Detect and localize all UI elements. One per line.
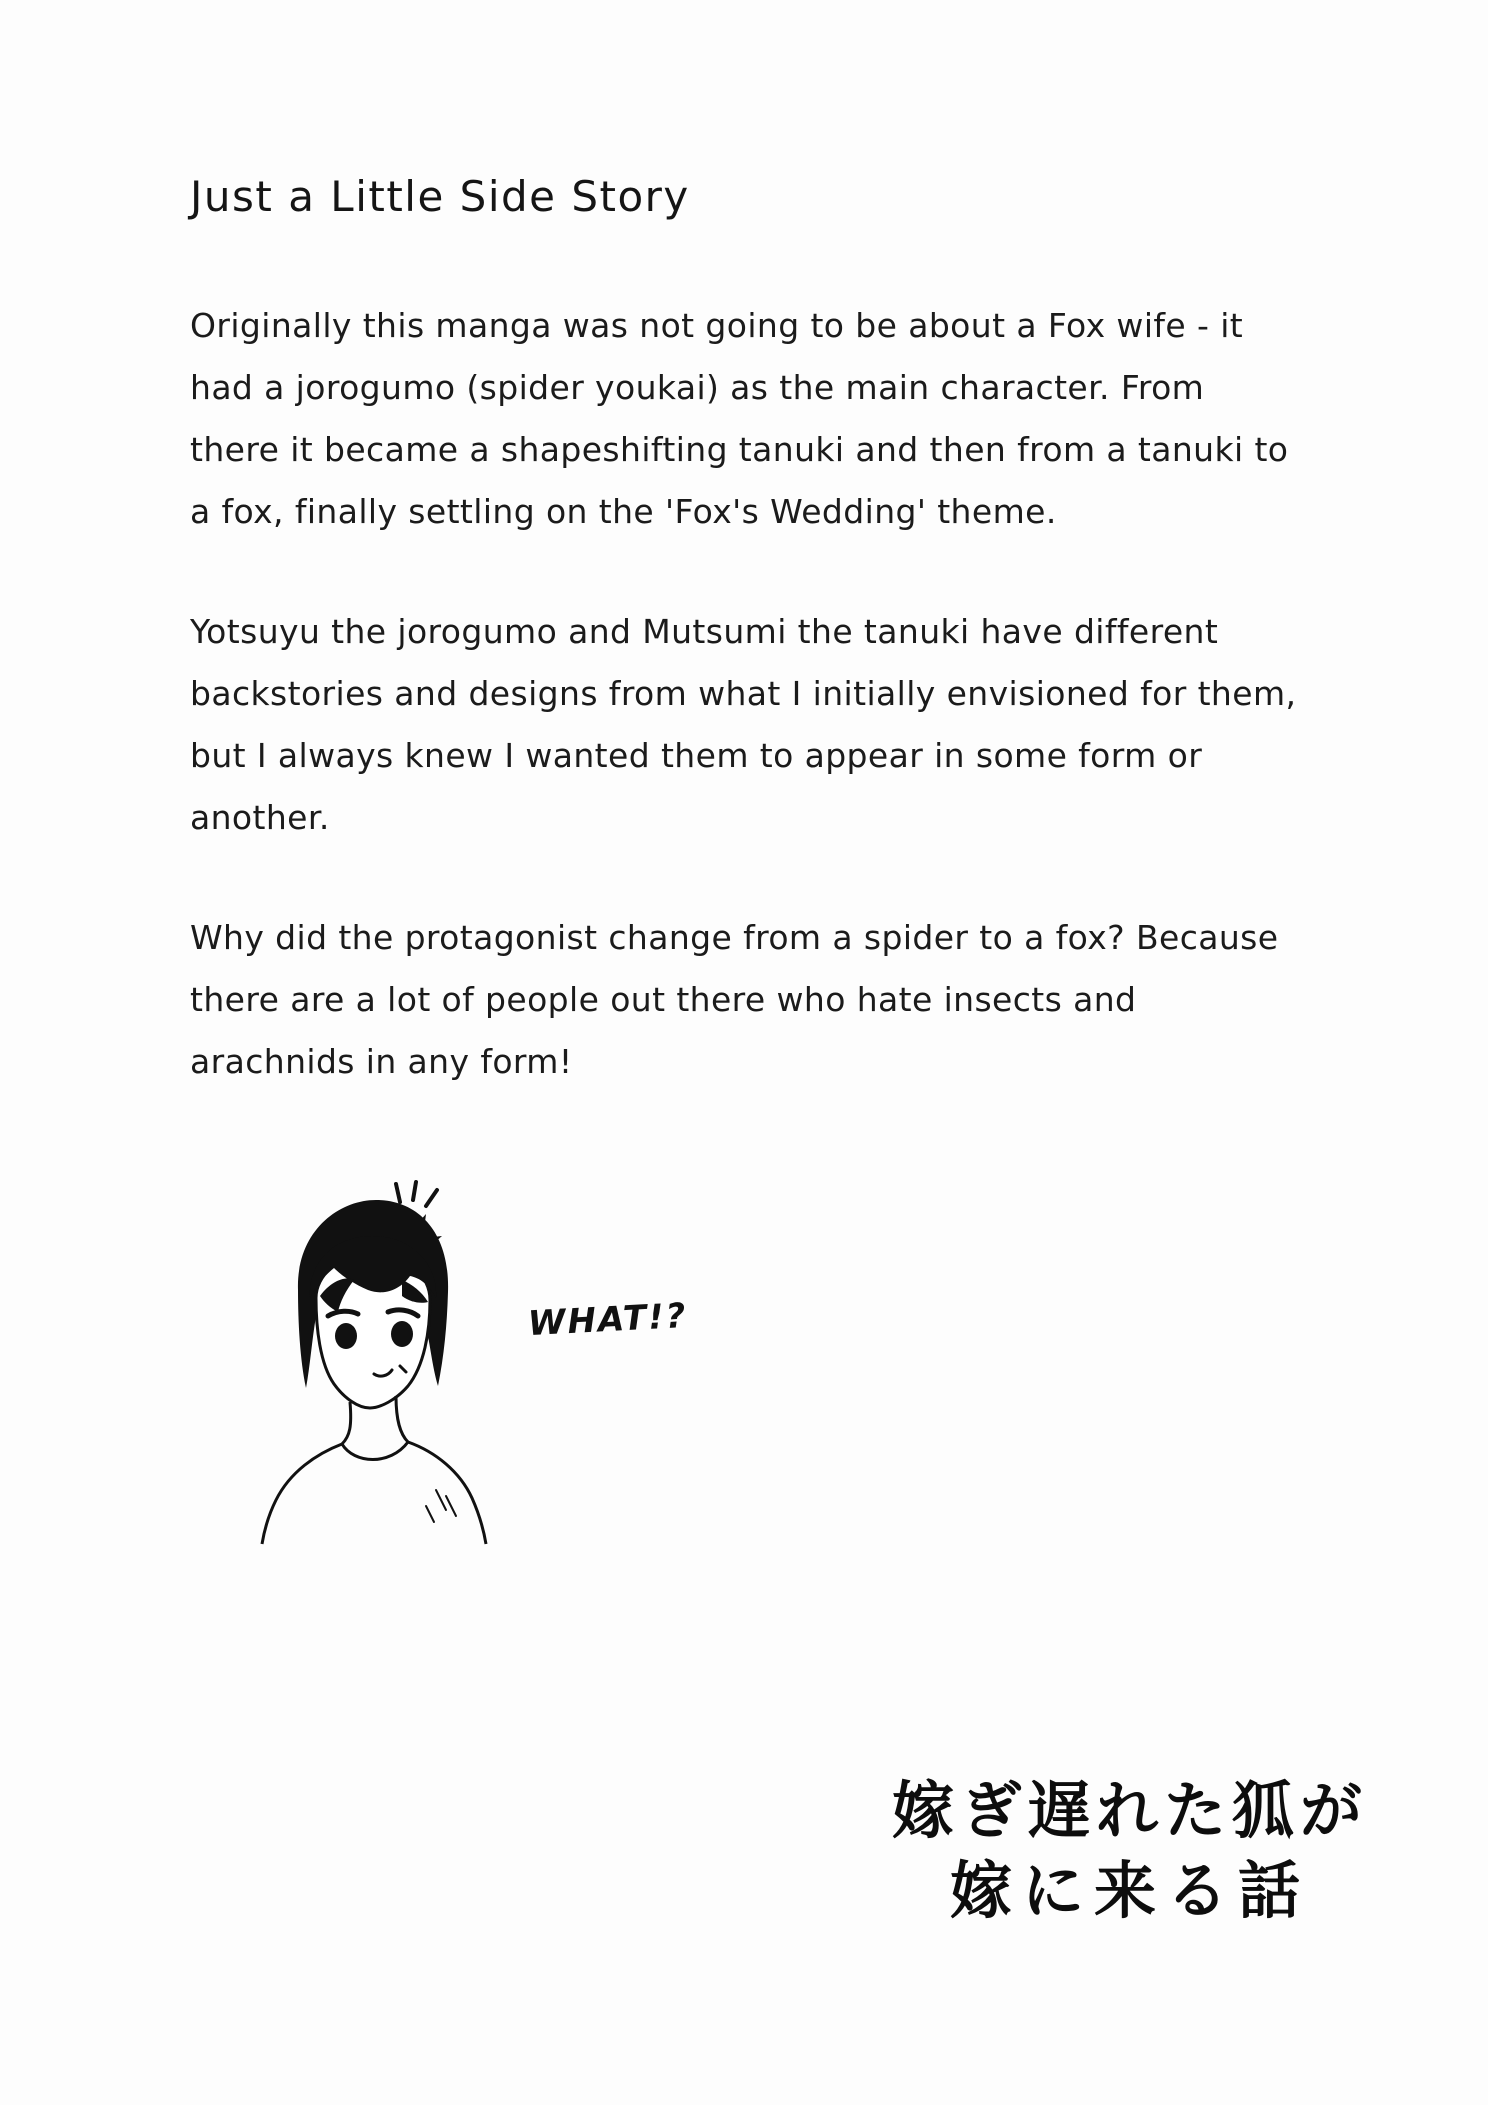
afterword-body: [190, 295, 1300, 1093]
japanese-title-line-1: 嫁ぎ遅れた狐が: [891, 1774, 1368, 1848]
shock-marks-icon: [396, 1182, 437, 1206]
neck-right: [396, 1396, 408, 1442]
collar: [342, 1442, 408, 1460]
eye-right: [391, 1321, 413, 1347]
eye-left: [335, 1323, 357, 1349]
japanese-title-block: [892, 1771, 1368, 1930]
paragraph-3: Why did the protagonist change from a spider to a fox? Because there are a lot of people out there who hate insects and arachnids in any form!: [190, 918, 1279, 1081]
japanese-title-line-2: 嫁に来る話: [949, 1853, 1310, 1927]
shoulder-right: [408, 1442, 486, 1544]
paragraph-2: Yotsuyu the jorogumo and Mutsumi the tanuki have different backstories and designs from what I initially envisioned for them, but I always knew I wanted them to appear in some form or another.: [190, 612, 1297, 837]
page-title: Just a Little Side Story: [190, 172, 690, 221]
speech-text-what: WHAT!?: [527, 1295, 689, 1345]
paragraph-1: Originally this manga was not going to be about a Fox wife - it had a jorogumo (spider youkai) as the main character. From there it became a shapeshifting tanuki and then from a tanuki to a fox, finally settling on the 'Fox's Wedding' theme.: [190, 306, 1289, 531]
girl-illustration: [250, 1180, 770, 1600]
shirt-folds: [426, 1490, 456, 1522]
shoulder-left: [262, 1444, 342, 1544]
neck-left: [342, 1402, 351, 1444]
